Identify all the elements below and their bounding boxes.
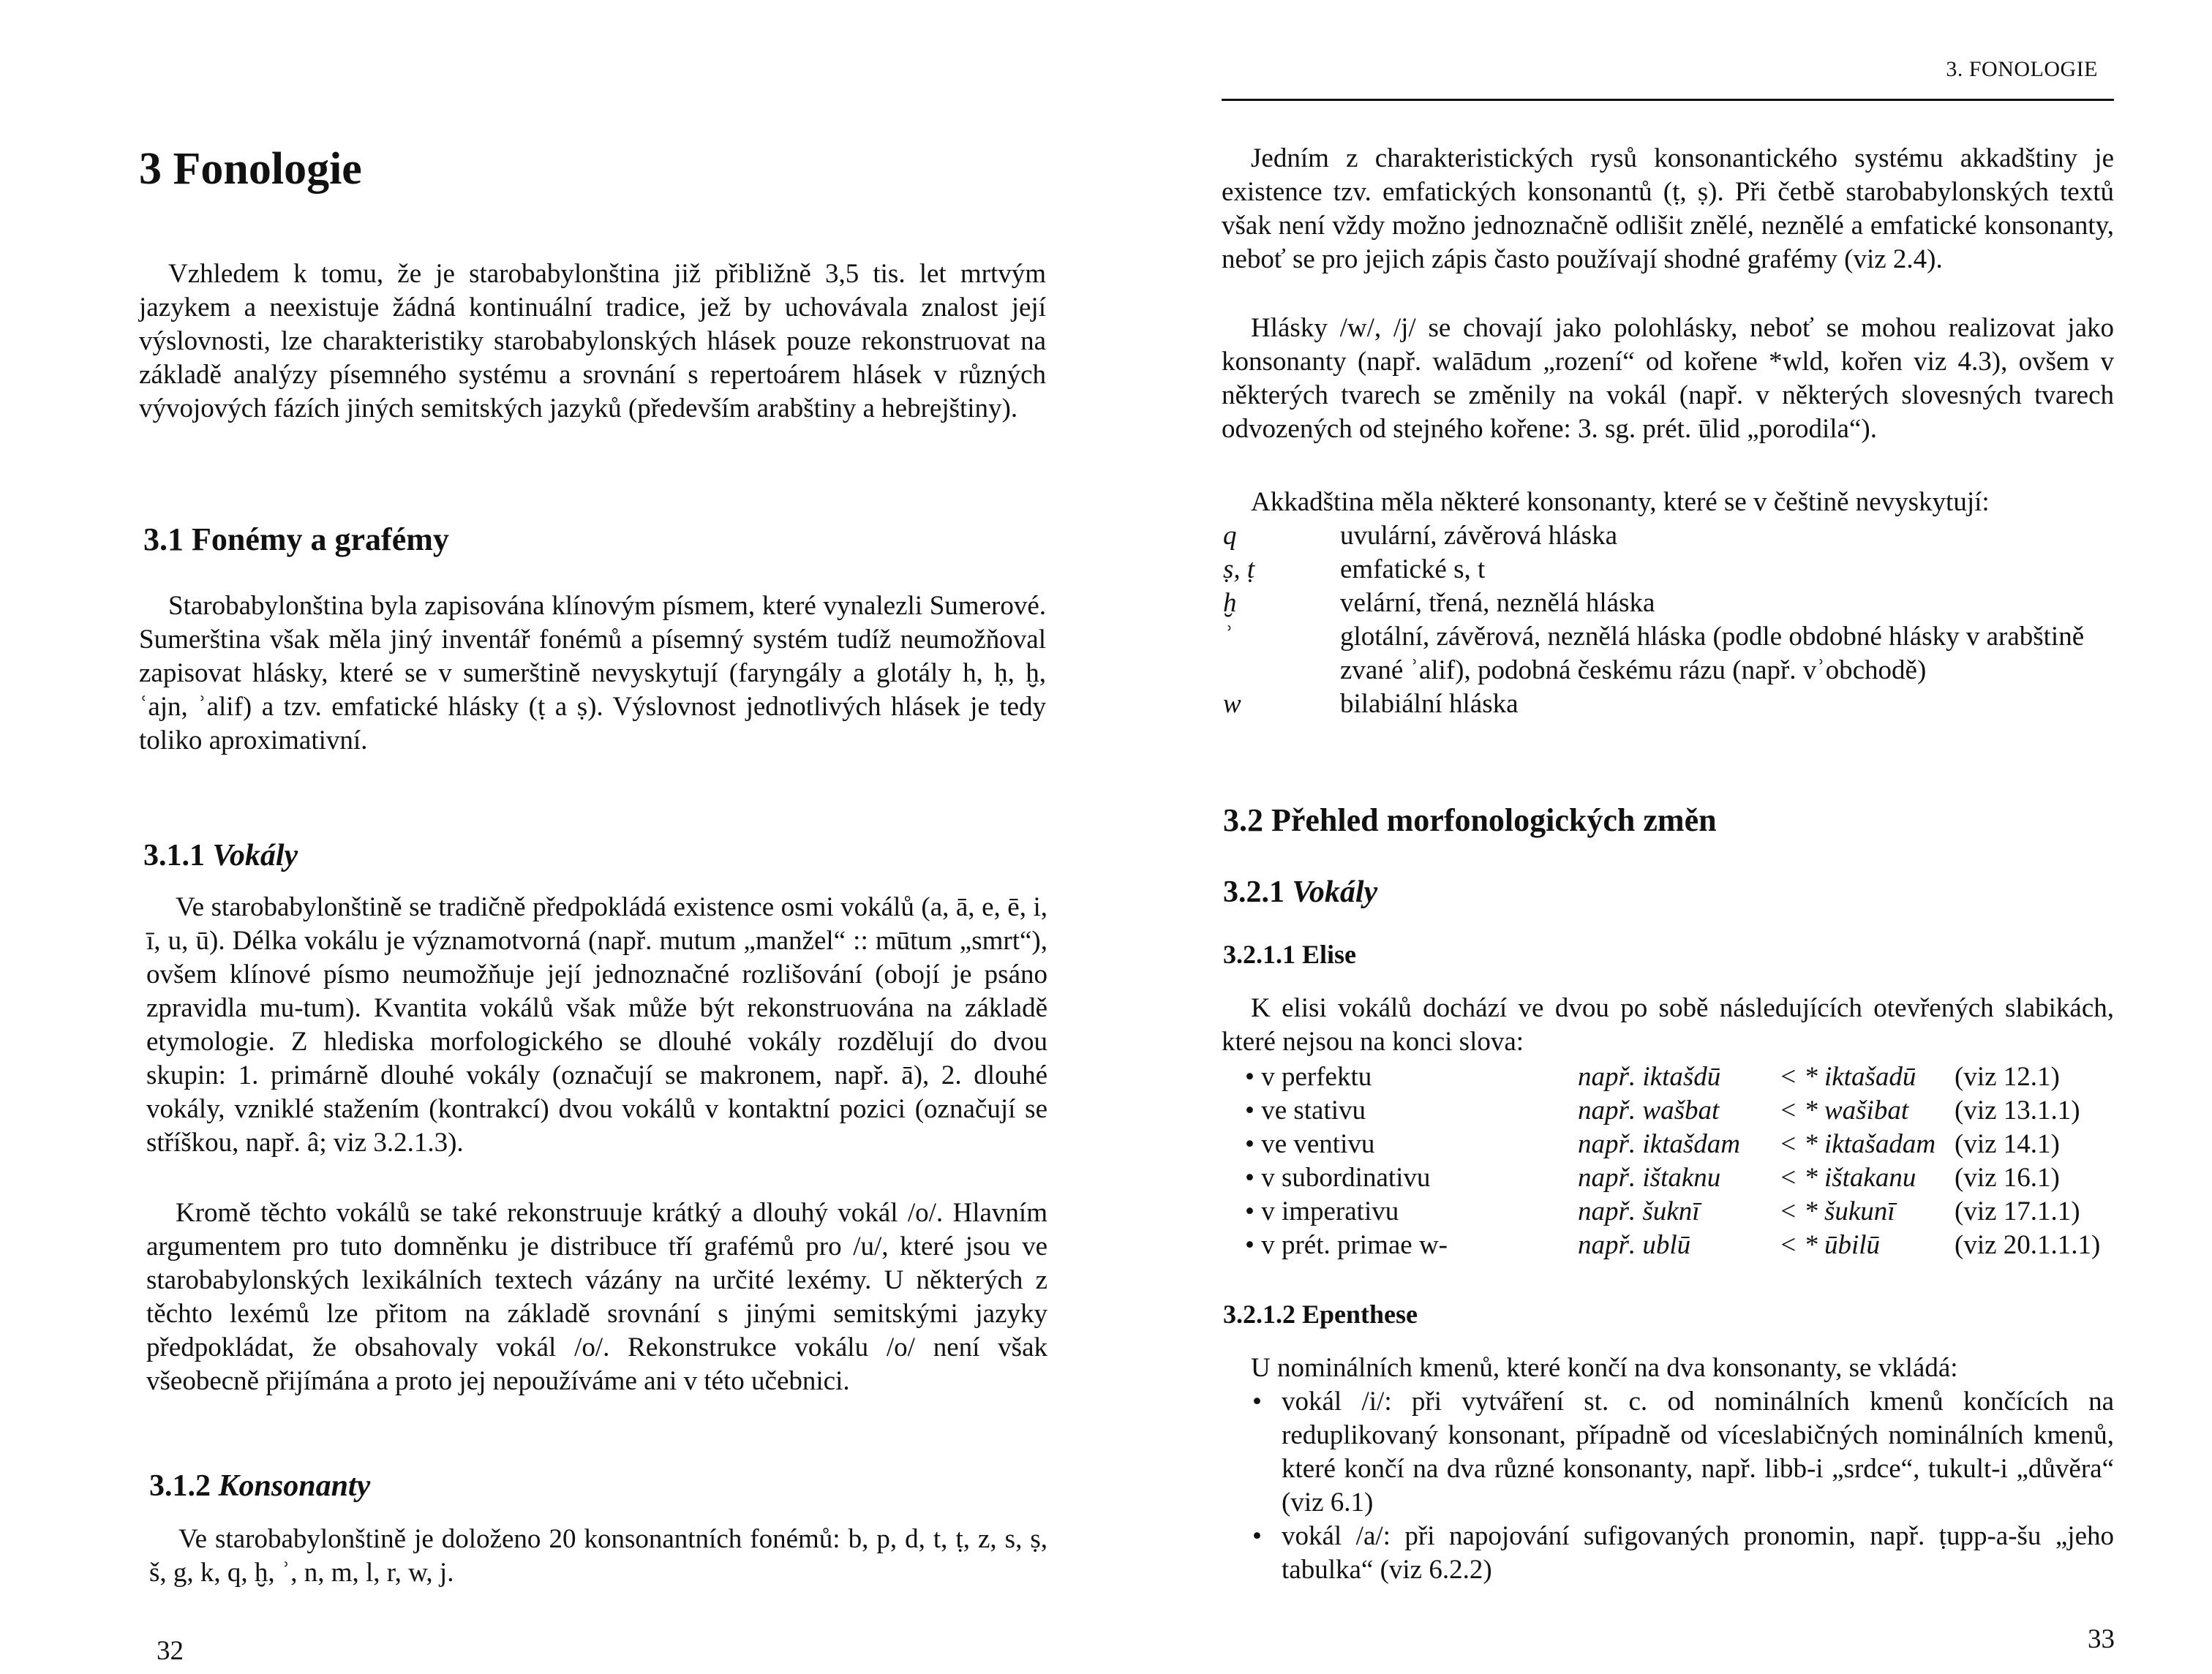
semivowels-paragraph: Hlásky /w/, /j/ se chovají jako polohlásky, neboť se mohou realizovat jako konsonanty (např. walādum „rození“ od kořene *wld, kořen viz 4.3), ovšem v některých tvarech se změnily na vokál (např. v některých slovesných tvarech odvozených od stejného kořene: 3. sg. prét. ūlid „porodila“).	[1222, 313, 2114, 444]
consonants-table	[1223, 519, 2114, 721]
elise-row	[1223, 1161, 2100, 1195]
emphatic-paragraph: Jedním z charakteristických rysů konsonantického systému akkadštiny je existence tzv. emfatických konsonantů (ṭ, ṣ). Při četbě starobabylonských textů však není vždy možno jednoznačně odlišit znělé, neznělé a emfatické konsonanty, neboť se pro jejich zápis často používají shodné grafémy (viz 2.4).	[1222, 143, 2114, 274]
section-3-1-1-heading	[143, 838, 298, 873]
elise-source: < * ištakanu	[1779, 1163, 1916, 1193]
elise-context: • v imperativu	[1245, 1196, 1399, 1226]
elise-ref: (viz 20.1.1.1)	[1955, 1230, 2101, 1260]
elise-row	[1223, 1229, 2100, 1262]
consonant-row	[1223, 620, 2114, 687]
elise-ref: (viz 16.1)	[1955, 1163, 2060, 1193]
elise-context: • ve stativu	[1245, 1096, 1366, 1126]
elise-context: • v perfektu	[1245, 1062, 1372, 1092]
section-3-2-1-heading	[1223, 875, 1377, 910]
elise-context: • ve ventivu	[1245, 1129, 1375, 1159]
epenthese-item: • vokál /i/: při vytváření st. c. od nominálních kmenů končících na reduplikovaný konsonant, případně od víceslabičných nominálních kmenů, které končí na dva různé konsonanty, např. libb-i „srdce“, tukult-i „důvěra“ (viz 6.1)	[1252, 1385, 2114, 1520]
consonant-symbol: w	[1223, 689, 1241, 719]
elise-ref: (viz 14.1)	[1955, 1129, 2060, 1159]
elise-source: < * šukunī	[1779, 1196, 1895, 1226]
consonant-row	[1223, 687, 2114, 721]
intro-paragraph: Vzhledem k tomu, že je starobabylonština již přibližně 3,5 tis. let mrtvým jazykem a neexistuje žádná kontinuální tradice, jež by uchovávala znalost její výslovnosti, lze charakteristiky starobabylonských hlásek pouze rekonstruovat na základě analýzy písemného systému a srovnání s repertoárem hlásek v různých vývojových fázích jiných semitských jazyků (především arabštiny a hebrejštiny).	[139, 259, 1046, 423]
elise-source: < * ūbilū	[1779, 1230, 1881, 1260]
consonant-description: emfatické s, t	[1340, 554, 1486, 584]
elise-ref: (viz 12.1)	[1955, 1062, 2060, 1092]
elise-context: • v subordinativu	[1245, 1163, 1431, 1193]
elise-example: např. ublū	[1578, 1230, 1691, 1260]
consonant-symbol: ʾ	[1223, 622, 1233, 652]
section-3-1-2-heading	[149, 1468, 370, 1504]
epenthese-intro: U nominálních kmenů, které končí na dva konsonanty, se vkládá:	[1251, 1353, 1958, 1383]
elise-row	[1223, 1128, 2100, 1161]
consonants-paragraph: Ve starobabylonštině je doloženo 20 konsonantních fonémů: b, p, d, t, ṭ, z, s, ṣ, š, g, k, q, ḫ, ʾ, n, m, l, r, w, j.	[149, 1524, 1047, 1588]
vowels-paragraph-1: Ve starobabylonštině se tradičně předpokládá existence osmi vokálů (a, ā, e, ē, i, ī, u, ū). Délka vokálu je významotvorná (např. mutum „manžel“ :: mūtum „smrt“), ovšem klínové písmo neumožňuje její jednoznačné rozlišování (obojí je psáno zpravidla mu-tum). Kvantita vokálů však může být rekonstruována na základě etymologie. Z hlediska morfologického se dlouhé vokály rozdělují do dvou skupin: 1. primárně dlouhé vokály (označují se makronem, např. ā), 2. dlouhé vokály, vzniklé stažením (kontrakcí) dvou vokálů v kontaktní pozici (označují se stříškou, např. â; viz 3.2.1.3).	[146, 892, 1047, 1158]
consonant-description: glotální, závěrová, neznělá hláska (podle obdobné hlásky v arabštině zvané ʾalif), podobná českému rázu (např. vʾobchodě)	[1340, 622, 2085, 685]
elise-example: např. iktašdam	[1578, 1129, 1740, 1159]
elise-example: např. iktašdū	[1578, 1062, 1721, 1092]
consonant-symbol: q	[1223, 521, 1237, 551]
consonant-row	[1223, 553, 2114, 587]
page-number-left: 32	[157, 1636, 184, 1666]
section-3-2-1-2-heading: 3.2.1.2 Epenthese	[1223, 1300, 1418, 1329]
section-name: Vokály	[212, 839, 298, 872]
page-number-right: 33	[2088, 1624, 2115, 1654]
consonants-intro: Akkadština měla některé konsonanty, které se v češtině nevyskytují:	[1251, 487, 1990, 517]
header-rule	[1222, 99, 2114, 101]
consonant-symbol: ṣ, ṭ	[1223, 554, 1255, 584]
elise-intro: K elisi vokálů dochází ve dvou po sobě následujících otevřených slabikách, které nejsou na konci slova:	[1222, 993, 2114, 1057]
elise-example: např. ištaknu	[1578, 1163, 1721, 1193]
elise-ref: (viz 17.1.1)	[1955, 1196, 2080, 1226]
elise-source: < * iktašadū	[1779, 1062, 1916, 1092]
elise-row	[1223, 1094, 2100, 1128]
epenthese-item: • vokál /a/: při napojování sufigovaných pronomin, např. ṭupp-a-šu „jeho tabulka“ (viz 6.2.2)	[1252, 1520, 2114, 1587]
consonant-description: bilabiální hláska	[1340, 689, 1519, 719]
elise-source: < * wašibat	[1779, 1096, 1909, 1126]
elise-example: např. šuknī	[1578, 1196, 1700, 1226]
section-name: Vokály	[1292, 875, 1378, 909]
section-3-1-heading: 3.1 Fonémy a grafémy	[143, 521, 449, 557]
elise-example: např. wašbat	[1578, 1096, 1720, 1126]
section-3-2-1-1-heading: 3.2.1.1 Elise	[1223, 940, 1357, 969]
section-number: 3.1.1	[143, 839, 205, 872]
consonant-symbol: ḫ	[1223, 588, 1237, 618]
section-name: Konsonanty	[218, 1469, 371, 1503]
consonant-description: velární, třená, neznělá hláska	[1340, 588, 1655, 618]
chapter-title: 3 Fonologie	[139, 144, 362, 194]
consonant-row	[1223, 587, 2114, 620]
section-3-1-paragraph: Starobabylonština byla zapisována klínovým písmem, které vynalezli Sumerové. Sumerština však měla jiný inventář fonémů a písemný systém tudíž neumožňoval zapisovat hlásky, které se v sumerštině nevyskytují (faryngály a glotály h, ḥ, ḫ, ʿajn, ʾalif) a tzv. emfatické hlásky (ṭ a ṣ). Výslovnost jednotlivých hlásek je tedy toliko aproximativní.	[139, 591, 1046, 755]
running-head: 3. FONOLOGIE	[1946, 57, 2098, 81]
elise-context: • v prét. primae w-	[1245, 1230, 1448, 1260]
consonant-row	[1223, 519, 2114, 553]
section-number: 3.1.2	[149, 1469, 211, 1503]
elise-table	[1223, 1060, 2100, 1262]
consonant-description: uvulární, závěrová hláska	[1340, 521, 1618, 551]
epenthese-list	[1252, 1385, 2114, 1587]
section-number: 3.2.1	[1223, 875, 1284, 909]
elise-row	[1223, 1195, 2100, 1229]
elise-source: < * iktašadam	[1779, 1129, 1936, 1159]
vowels-paragraph-2: Kromě těchto vokálů se také rekonstruuje krátký a dlouhý vokál /o/. Hlavním argumentem pro tuto domněnku je distribuce tří grafémů pro /u/, které jsou ve starobabylonských lexikálních textech vázány na určité lexémy. U některých z těchto lexémů lze přitom na základě srovnání s jinými semitskými jazyky předpokládat, že obsahovaly vokál /o/. Rekonstrukce vokálu /o/ není však všeobecně přijímána a proto jej nepoužíváme ani v této učebnici.	[146, 1198, 1047, 1396]
section-3-2-heading: 3.2 Přehled morfonologických změn	[1223, 802, 1717, 838]
elise-ref: (viz 13.1.1)	[1955, 1096, 2080, 1126]
elise-row	[1223, 1060, 2100, 1094]
